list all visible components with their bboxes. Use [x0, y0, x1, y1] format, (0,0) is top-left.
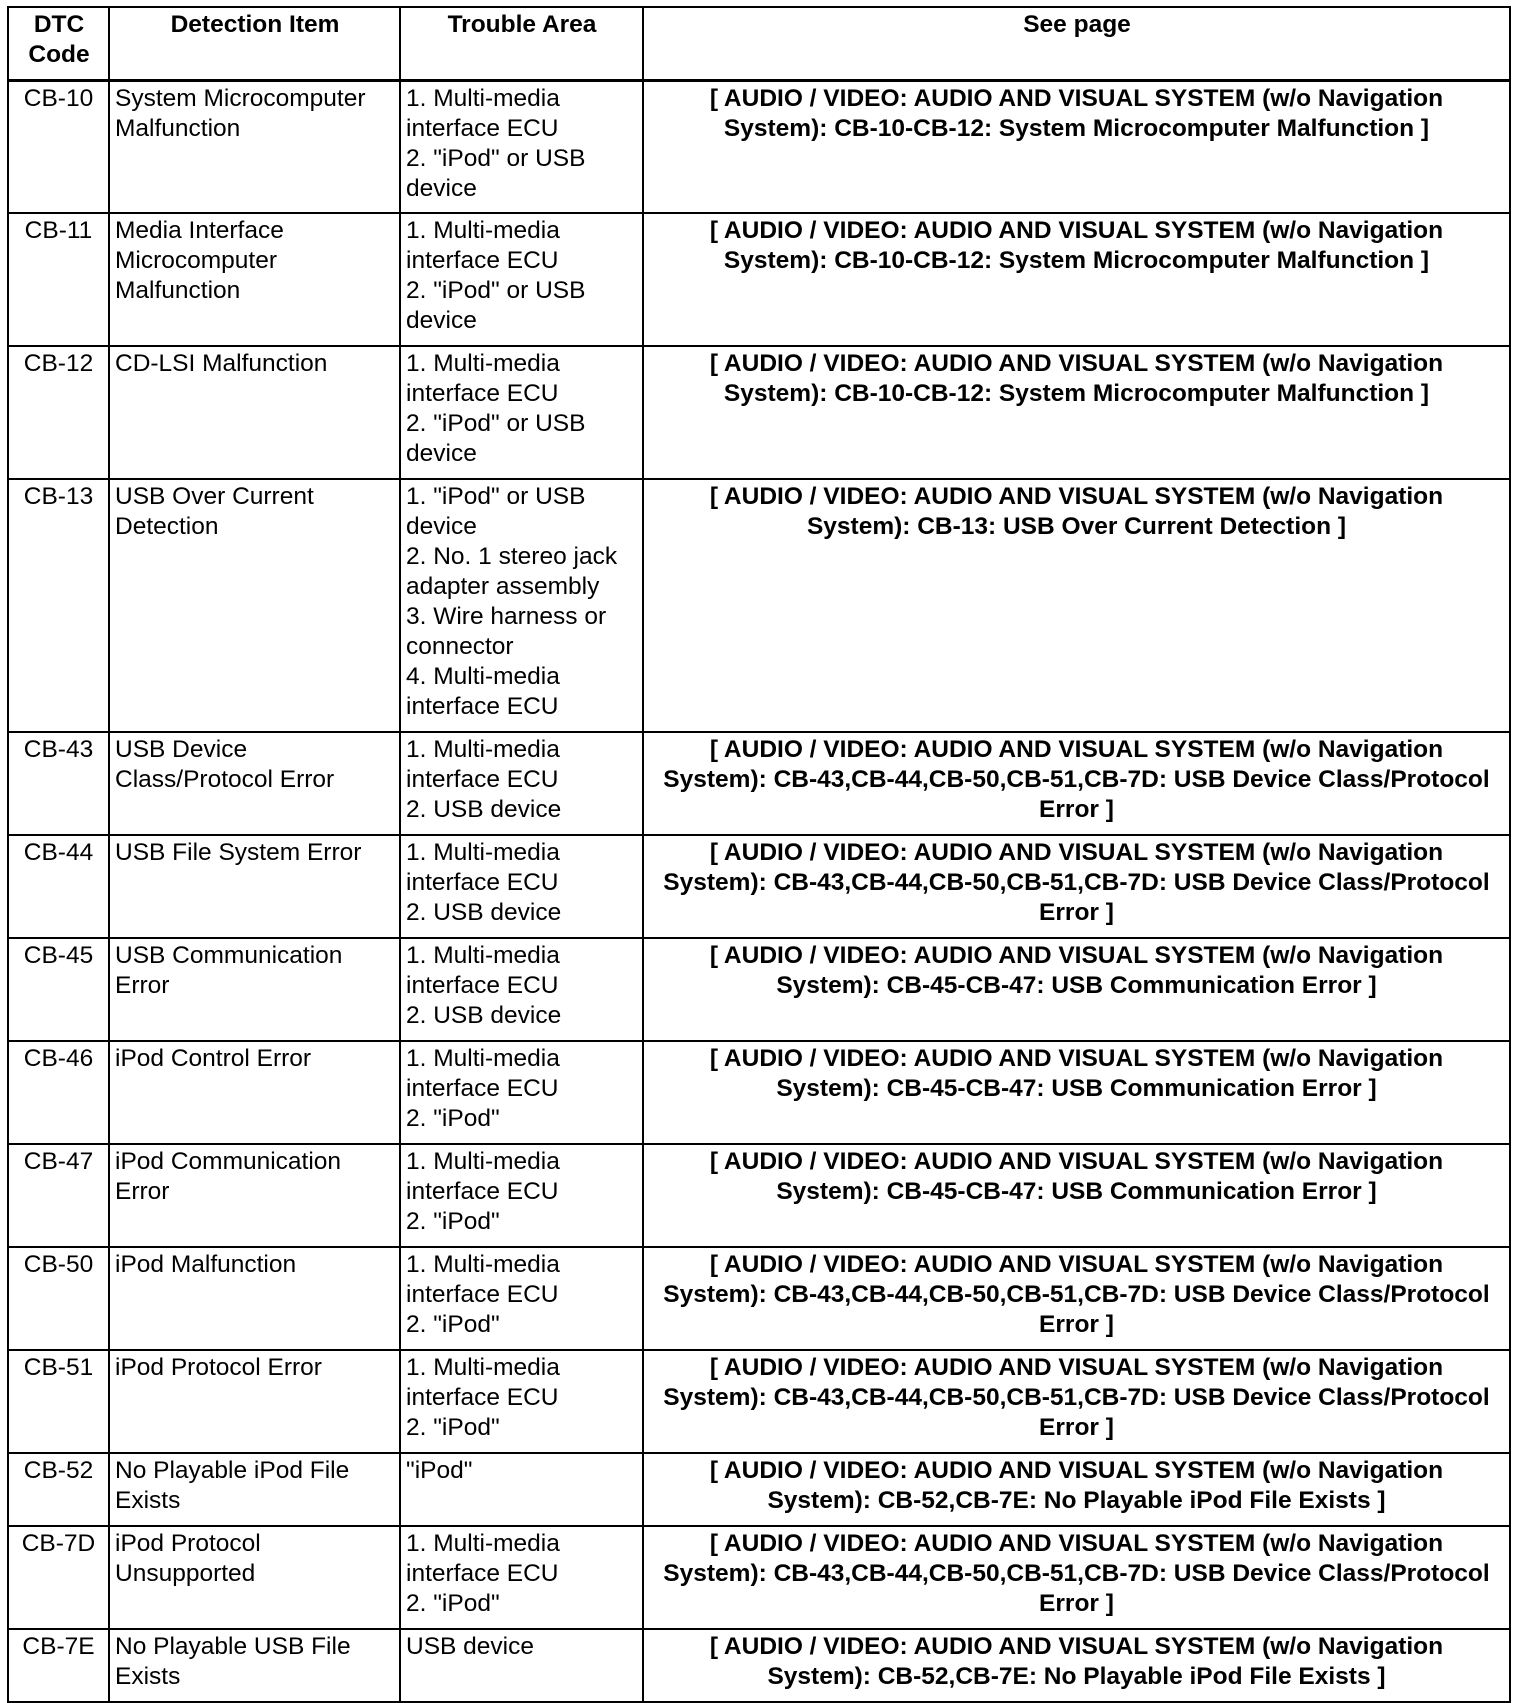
trouble-area-cell: 1. Multi-media interface ECU 2. USB device — [400, 938, 643, 1041]
table-row — [8, 1247, 1510, 1350]
trouble-area-cell: "iPod" — [400, 1453, 643, 1526]
trouble-area-cell: 1. Multi-media interface ECU 2. "iPod" or USB device — [400, 346, 643, 479]
header-see-page: See page — [643, 7, 1510, 80]
see-page-link[interactable]: [ AUDIO / VIDEO: AUDIO AND VISUAL SYSTEM (w/o Navigation System): CB-10-CB-12: System Microcomputer Malfunction ] — [643, 213, 1510, 346]
detection-item-cell: System Microcomputer Malfunction — [109, 80, 400, 213]
header-detection-item: Detection Item — [109, 7, 400, 80]
trouble-area-cell: 1. Multi-media interface ECU 2. USB device — [400, 732, 643, 835]
header-trouble-area: Trouble Area — [400, 7, 643, 80]
dtc-code-cell: CB-12 — [8, 346, 109, 479]
table-row — [8, 1350, 1510, 1453]
dtc-code-cell: CB-47 — [8, 1144, 109, 1247]
table-row — [8, 732, 1510, 835]
see-page-link[interactable]: [ AUDIO / VIDEO: AUDIO AND VISUAL SYSTEM (w/o Navigation System): CB-43,CB-44,CB-50,CB-51,CB-7D: USB Device Class/Protocol Error ] — [643, 835, 1510, 938]
table-row — [8, 938, 1510, 1041]
table-row — [8, 80, 1510, 213]
dtc-code-cell: CB-7E — [8, 1629, 109, 1702]
table-row — [8, 1629, 1510, 1702]
see-page-link[interactable]: [ AUDIO / VIDEO: AUDIO AND VISUAL SYSTEM (w/o Navigation System): CB-45-CB-47: USB Communication Error ] — [643, 938, 1510, 1041]
detection-item-cell: iPod Communication Error — [109, 1144, 400, 1247]
table-row — [8, 1526, 1510, 1629]
dtc-code-cell: CB-52 — [8, 1453, 109, 1526]
table-row — [8, 1453, 1510, 1526]
detection-item-cell: No Playable USB File Exists — [109, 1629, 400, 1702]
trouble-area-cell: USB device — [400, 1629, 643, 1702]
detection-item-cell: USB Over Current Detection — [109, 479, 400, 732]
see-page-link[interactable]: [ AUDIO / VIDEO: AUDIO AND VISUAL SYSTEM (w/o Navigation System): CB-10-CB-12: System Microcomputer Malfunction ] — [643, 346, 1510, 479]
table-row — [8, 1041, 1510, 1144]
trouble-area-cell: 1. Multi-media interface ECU 2. "iPod" — [400, 1247, 643, 1350]
see-page-link[interactable]: [ AUDIO / VIDEO: AUDIO AND VISUAL SYSTEM (w/o Navigation System): CB-52,CB-7E: No Playable iPod File Exists ] — [643, 1453, 1510, 1526]
dtc-table — [7, 6, 1511, 1703]
see-page-link[interactable]: [ AUDIO / VIDEO: AUDIO AND VISUAL SYSTEM (w/o Navigation System): CB-10-CB-12: System Microcomputer Malfunction ] — [643, 80, 1510, 213]
detection-item-cell: USB Communication Error — [109, 938, 400, 1041]
dtc-code-cell: CB-10 — [8, 80, 109, 213]
table-row — [8, 346, 1510, 479]
table-header-row — [8, 7, 1510, 80]
table-row — [8, 213, 1510, 346]
trouble-area-cell: 1. Multi-media interface ECU 2. "iPod" — [400, 1041, 643, 1144]
detection-item-cell: USB File System Error — [109, 835, 400, 938]
header-dtc-code: DTC Code — [8, 7, 109, 80]
see-page-link[interactable]: [ AUDIO / VIDEO: AUDIO AND VISUAL SYSTEM (w/o Navigation System): CB-45-CB-47: USB Communication Error ] — [643, 1041, 1510, 1144]
detection-item-cell: iPod Protocol Unsupported — [109, 1526, 400, 1629]
dtc-code-cell: CB-13 — [8, 479, 109, 732]
see-page-link[interactable]: [ AUDIO / VIDEO: AUDIO AND VISUAL SYSTEM (w/o Navigation System): CB-43,CB-44,CB-50,CB-51,CB-7D: USB Device Class/Protocol Error ] — [643, 1526, 1510, 1629]
trouble-area-cell: 1. "iPod" or USB device 2. No. 1 stereo jack adapter assembly 3. Wire harness or connector 4. Multi-media interface ECU — [400, 479, 643, 732]
see-page-link[interactable]: [ AUDIO / VIDEO: AUDIO AND VISUAL SYSTEM (w/o Navigation System): CB-43,CB-44,CB-50,CB-51,CB-7D: USB Device Class/Protocol Error ] — [643, 732, 1510, 835]
trouble-area-cell: 1. Multi-media interface ECU 2. "iPod" — [400, 1526, 643, 1629]
see-page-link[interactable]: [ AUDIO / VIDEO: AUDIO AND VISUAL SYSTEM (w/o Navigation System): CB-43,CB-44,CB-50,CB-51,CB-7D: USB Device Class/Protocol Error ] — [643, 1247, 1510, 1350]
detection-item-cell: USB Device Class/Protocol Error — [109, 732, 400, 835]
see-page-link[interactable]: [ AUDIO / VIDEO: AUDIO AND VISUAL SYSTEM (w/o Navigation System): CB-45-CB-47: USB Communication Error ] — [643, 1144, 1510, 1247]
see-page-link[interactable]: [ AUDIO / VIDEO: AUDIO AND VISUAL SYSTEM (w/o Navigation System): CB-43,CB-44,CB-50,CB-51,CB-7D: USB Device Class/Protocol Error ] — [643, 1350, 1510, 1453]
dtc-code-cell: CB-43 — [8, 732, 109, 835]
dtc-code-cell: CB-11 — [8, 213, 109, 346]
trouble-area-cell: 1. Multi-media interface ECU 2. "iPod" — [400, 1350, 643, 1453]
dtc-code-cell: CB-51 — [8, 1350, 109, 1453]
trouble-area-cell: 1. Multi-media interface ECU 2. USB device — [400, 835, 643, 938]
table-row — [8, 835, 1510, 938]
detection-item-cell: iPod Protocol Error — [109, 1350, 400, 1453]
detection-item-cell: No Playable iPod File Exists — [109, 1453, 400, 1526]
dtc-code-cell: CB-46 — [8, 1041, 109, 1144]
see-page-link[interactable]: [ AUDIO / VIDEO: AUDIO AND VISUAL SYSTEM (w/o Navigation System): CB-52,CB-7E: No Playable iPod File Exists ] — [643, 1629, 1510, 1702]
trouble-area-cell: 1. Multi-media interface ECU 2. "iPod" or USB device — [400, 213, 643, 346]
dtc-code-cell: CB-7D — [8, 1526, 109, 1629]
dtc-code-cell: CB-50 — [8, 1247, 109, 1350]
trouble-area-cell: 1. Multi-media interface ECU 2. "iPod" — [400, 1144, 643, 1247]
trouble-area-cell: 1. Multi-media interface ECU 2. "iPod" or USB device — [400, 80, 643, 213]
detection-item-cell: iPod Control Error — [109, 1041, 400, 1144]
detection-item-cell: Media Interface Microcomputer Malfunction — [109, 213, 400, 346]
dtc-code-cell: CB-45 — [8, 938, 109, 1041]
see-page-link[interactable]: [ AUDIO / VIDEO: AUDIO AND VISUAL SYSTEM (w/o Navigation System): CB-13: USB Over Current Detection ] — [643, 479, 1510, 732]
table-row — [8, 479, 1510, 732]
detection-item-cell: iPod Malfunction — [109, 1247, 400, 1350]
dtc-code-cell: CB-44 — [8, 835, 109, 938]
table-row — [8, 1144, 1510, 1247]
detection-item-cell: CD-LSI Malfunction — [109, 346, 400, 479]
